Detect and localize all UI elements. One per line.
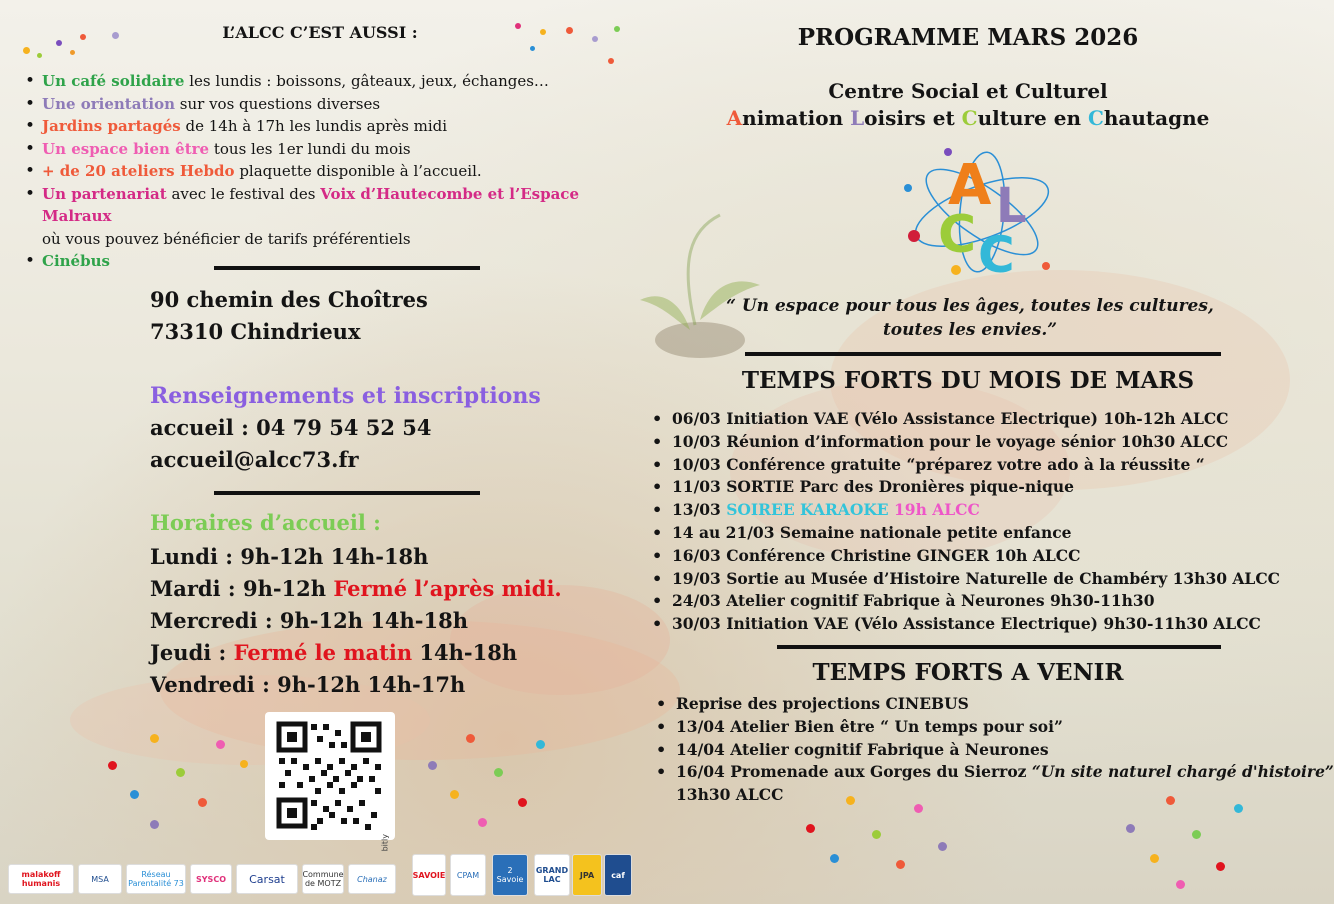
divider: [214, 266, 480, 270]
confetti-dot: [1166, 796, 1175, 805]
contact-block: [150, 380, 541, 476]
list-item: • Un café solidaire les lundis : boissons, gâteaux, jeux, échanges…: [22, 70, 642, 93]
list-item: • Une orientation sur vos questions diverses: [22, 93, 642, 116]
qr-code-icon: [265, 712, 395, 840]
confetti-dot: [56, 40, 62, 46]
qr-label: bitly: [380, 834, 389, 852]
confetti-dot: [540, 29, 546, 35]
confetti-dot: [450, 790, 459, 799]
logo-letter-c1: C: [938, 205, 977, 265]
partner-logo[interactable]: caf: [604, 854, 632, 896]
confetti-dot: [896, 860, 905, 869]
divider: [777, 645, 1221, 649]
list-item: • 14 au 21/03 Semaine nationale petite enfance: [648, 522, 1280, 545]
partner-logo[interactable]: Chanaz: [348, 864, 396, 894]
confetti-dot: [830, 854, 839, 863]
partner-logo[interactable]: Réseau Parentalité 73: [126, 864, 186, 894]
left-section-title: L’ALCC C’EST AUSSI :: [222, 23, 418, 42]
qr-code[interactable]: [265, 712, 395, 852]
confetti-dot: [614, 26, 620, 32]
confetti-dot: [1192, 830, 1201, 839]
confetti-dot: [80, 34, 86, 40]
confetti-dot: [608, 58, 614, 64]
confetti-dot: [846, 796, 855, 805]
confetti-dot: [70, 50, 75, 55]
partner-logo[interactable]: SYSCO: [190, 864, 232, 894]
list-item: • 10/03 Réunion d’information pour le voyage sénior 10h30 ALCC: [648, 431, 1280, 454]
email: accueil@alcc73.fr: [150, 447, 359, 472]
confetti-dot: [566, 27, 573, 34]
confetti-dot: [1216, 862, 1225, 871]
confetti-dot: [1176, 880, 1185, 889]
confetti-dot: [914, 804, 923, 813]
confetti-dot: [515, 23, 521, 29]
logo-letter-c2: C: [978, 226, 1015, 284]
alcc-logo: [900, 140, 1060, 284]
partner-logo[interactable]: malakoff humanis: [8, 864, 74, 894]
list-item: • 13/04 Atelier Bien être “ Un temps pour soi”: [652, 716, 1334, 739]
confetti-dot: [1150, 854, 1159, 863]
confetti-dot: [108, 761, 117, 770]
list-item: • 24/03 Atelier cognitif Fabrique à Neurones 9h30-11h30: [648, 590, 1280, 613]
partner-logo[interactable]: JPA: [572, 854, 602, 896]
subtitle-1: Centre Social et Culturel: [828, 79, 1108, 103]
partner-logo[interactable]: SAVOIE: [412, 854, 446, 896]
confetti-dot: [530, 46, 535, 51]
phone: accueil : 04 79 54 52 54: [150, 415, 432, 440]
list-item: • 06/03 Initiation VAE (Vélo Assistance Electrique) 10h-12h ALCC: [648, 408, 1280, 431]
future-events-list: [652, 693, 1334, 807]
address: 90 chemin des Choîtres 73310 Chindrieux: [150, 287, 428, 344]
confetti-dot: [130, 790, 139, 799]
confetti-dot: [478, 818, 487, 827]
list-item: • Jardins partagés de 14h à 17h les lundis après midi: [22, 115, 642, 138]
confetti-dot: [428, 761, 437, 770]
list-item: • 16/03 Conférence Christine GINGER 10h ALCC: [648, 545, 1280, 568]
confetti-dot: [198, 798, 207, 807]
confetti-dot: [1234, 804, 1243, 813]
future-heading: TEMPS FORTS A VENIR: [812, 659, 1124, 686]
list-item: • 10/03 Conférence gratuite “préparez votre ado à la réussite “: [648, 454, 1280, 477]
list-item: • 11/03 SORTIE Parc des Dronières pique-nique: [648, 476, 1280, 499]
confetti-dot: [240, 760, 248, 768]
hours-row: Lundi : 9h-12h 14h-18h: [150, 544, 429, 569]
hours-row: Mercredi : 9h-12h 14h-18h: [150, 608, 469, 633]
partner-logo[interactable]: MSA: [78, 864, 122, 894]
confetti-dot: [806, 824, 815, 833]
list-item: • 14/04 Atelier cognitif Fabrique à Neurones: [652, 739, 1334, 762]
confetti-dot: [112, 32, 119, 39]
confetti-dot: [872, 830, 881, 839]
confetti-dot: [592, 36, 598, 42]
confetti-dot: [938, 842, 947, 851]
logo-letter-a: A: [948, 153, 992, 218]
confetti-dot: [466, 734, 475, 743]
confetti-dot: [494, 768, 503, 777]
partner-logo[interactable]: Commune de MOTZ: [302, 864, 344, 894]
list-item: • 30/03 Initiation VAE (Vélo Assistance Electrique) 9h30-11h30 ALCC: [648, 613, 1280, 636]
hours-row: Mardi : 9h-12h Fermé l’après midi.: [150, 576, 562, 601]
confetti-dot: [176, 768, 185, 777]
subtitle-2: Animation Loisirs et Culture en Chautagne: [726, 106, 1210, 130]
services-list: [22, 70, 642, 273]
hours-row: Vendredi : 9h-12h 14h-17h: [150, 672, 466, 697]
partner-logo[interactable]: CPAM: [450, 854, 486, 896]
month-heading: TEMPS FORTS DU MOIS DE MARS: [741, 367, 1195, 394]
partner-logo[interactable]: 2 Savoie: [492, 854, 528, 896]
list-item: • Reprise des projections CINEBUS: [652, 693, 1334, 716]
list-item: • 19/03 Sortie au Musée d’Histoire Naturelle de Chambéry 13h30 ALCC: [648, 568, 1280, 591]
list-item: • Cinébus: [22, 250, 642, 273]
hours-row: Jeudi : Fermé le matin 14h-18h: [150, 640, 518, 665]
divider: [745, 352, 1221, 356]
list-item: • 13/03 SOIREE KARAOKE 19h ALCC: [648, 499, 1280, 522]
opening-hours: [150, 541, 562, 701]
confetti-dot: [518, 798, 527, 807]
confetti-dot: [150, 734, 159, 743]
contact-heading: Renseignements et inscriptions: [150, 383, 541, 409]
confetti-dot: [23, 47, 30, 54]
list-item: • Un espace bien être tous les 1er lundi du mois: [22, 138, 642, 161]
list-item: • 16/04 Promenade aux Gorges du Sierroz “Un site naturel chargé d'histoire” 13h30 ALCC: [652, 761, 1334, 807]
confetti-dot: [216, 740, 225, 749]
list-item: • + de 20 ateliers Hebdo plaquette disponible à l’accueil.: [22, 160, 642, 183]
list-item: • Un partenariat avec le festival des Voix d’Hautecombe et l’Espace Malraux où vous pouvez bénéficier de tarifs préférentiels: [22, 183, 642, 251]
partner-logo[interactable]: GRAND LAC: [534, 854, 570, 896]
partner-logo[interactable]: Carsat: [236, 864, 298, 894]
tagline: “ Un espace pour tous les âges, toutes les cultures, toutes les envies.”: [726, 296, 1214, 340]
confetti-dot: [150, 820, 159, 829]
divider: [214, 491, 480, 495]
month-events-list: [648, 408, 1280, 636]
confetti-dot: [37, 53, 42, 58]
hours-heading: Horaires d’accueil :: [150, 510, 381, 535]
logo-letter-l: L: [996, 178, 1027, 234]
confetti-dot: [1126, 824, 1135, 833]
page-title: PROGRAMME MARS 2026: [797, 24, 1139, 51]
confetti-dot: [536, 740, 545, 749]
